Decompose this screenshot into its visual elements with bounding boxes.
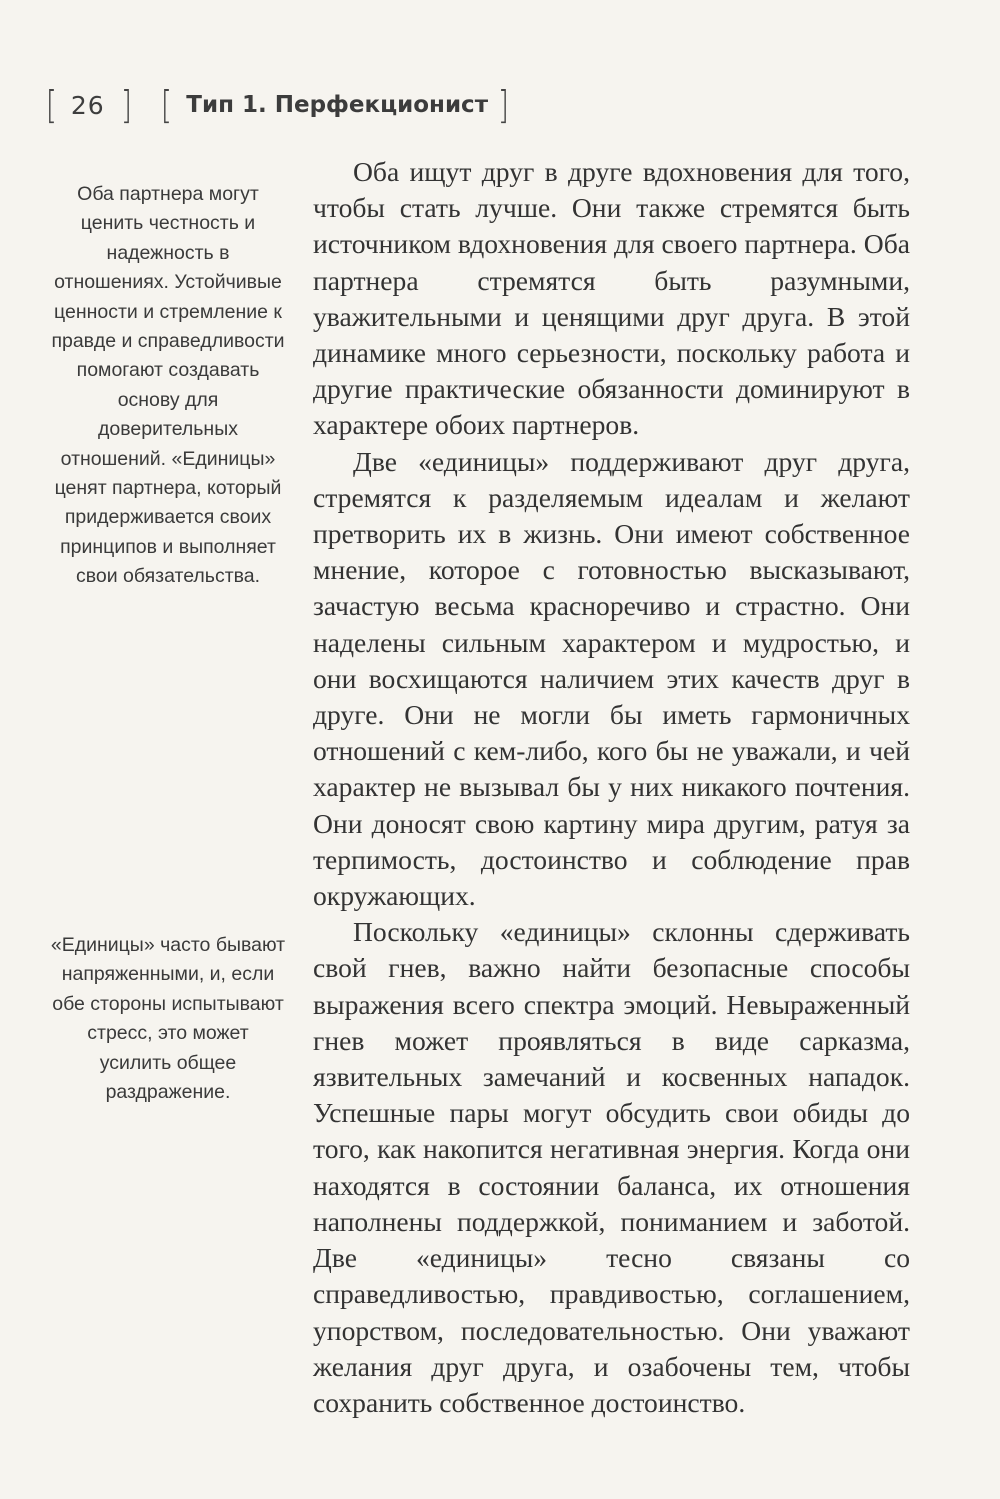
chapter-title: Тип 1. Перфекционист	[186, 92, 489, 118]
sidebar-note-trust: Оба партнера могут ценить честность и надежность в отношениях. Устойчивые ценности и стремление к правде и справедливости помогают создавать основу для доверительных отношений. «Единицы» ценят партнера, который придерживается своих принципов и выполняет свои обязательства.	[51, 183, 285, 588]
chapter-bracket-open: [	[161, 83, 173, 127]
page-number-bracket-close: ]	[120, 83, 132, 127]
chapter-bracket-close: ]	[497, 83, 510, 127]
running-header	[44, 78, 511, 132]
sidebar-note-tension: «Единицы» часто бывают напряженными, и, если обе стороны испытывают стресс, это может усилить общее раздражение.	[50, 934, 286, 1104]
body-paragraph-2: Две «единицы» поддерживают друг друга, стремятся к разделяемым идеалам и желают претворить их в жизнь. Они имеют собственное мнение, которое с готовностью высказывают, зачастую весьма красноречиво и страстно. Они наделены сильным характером и мудростью, и они восхищаются наличием этих качеств друг в друге. Они не могли бы иметь гармоничных отношений с кем-либо, кого бы не уважали, и чей характер не вызывал бы у них никакого почтения. Они доносят свою картину мира другим, ратуя за терпимость, достоинство и соблюдение прав окружающих.	[313, 445, 910, 912]
page-number-bracket-open: [	[45, 83, 57, 127]
page-number: 26	[70, 90, 105, 120]
body-paragraph-3: Поскольку «единицы» склонны сдерживать свой гнев, важно найти безопасные способы выражения всего спектра эмоций. Невыраженный гнев может проявляться в виде сарказма, язвительных замечаний и косвенных нападок. Успешные пары могут обсудить свои обиды до того, как накопится негативная энергия. Когда они находятся в состоянии баланса, их отношения наполнены поддержкой, пониманием и заботой. Две «единицы» тесно связаны со справедливостью, правдивостью, соглашением, упорством, последовательностью. Они уважают желания друг друга, и озабочены тем, чтобы сохранить собственное достоинство.	[313, 916, 910, 1418]
main-body-text	[313, 154, 910, 1421]
body-paragraph-1: Оба ищут друг в друге вдохновения для того, чтобы стать лучше. Они также стремятся быть источником вдохновения для своего партнера. Оба партнера стремятся быть разумными, уважительными и ценящими друг друга. В этой динамике много серьезности, поскольку работа и другие практические обязанности доминируют в характере обоих партнеров.	[313, 156, 910, 441]
chapter-heading	[159, 83, 510, 127]
